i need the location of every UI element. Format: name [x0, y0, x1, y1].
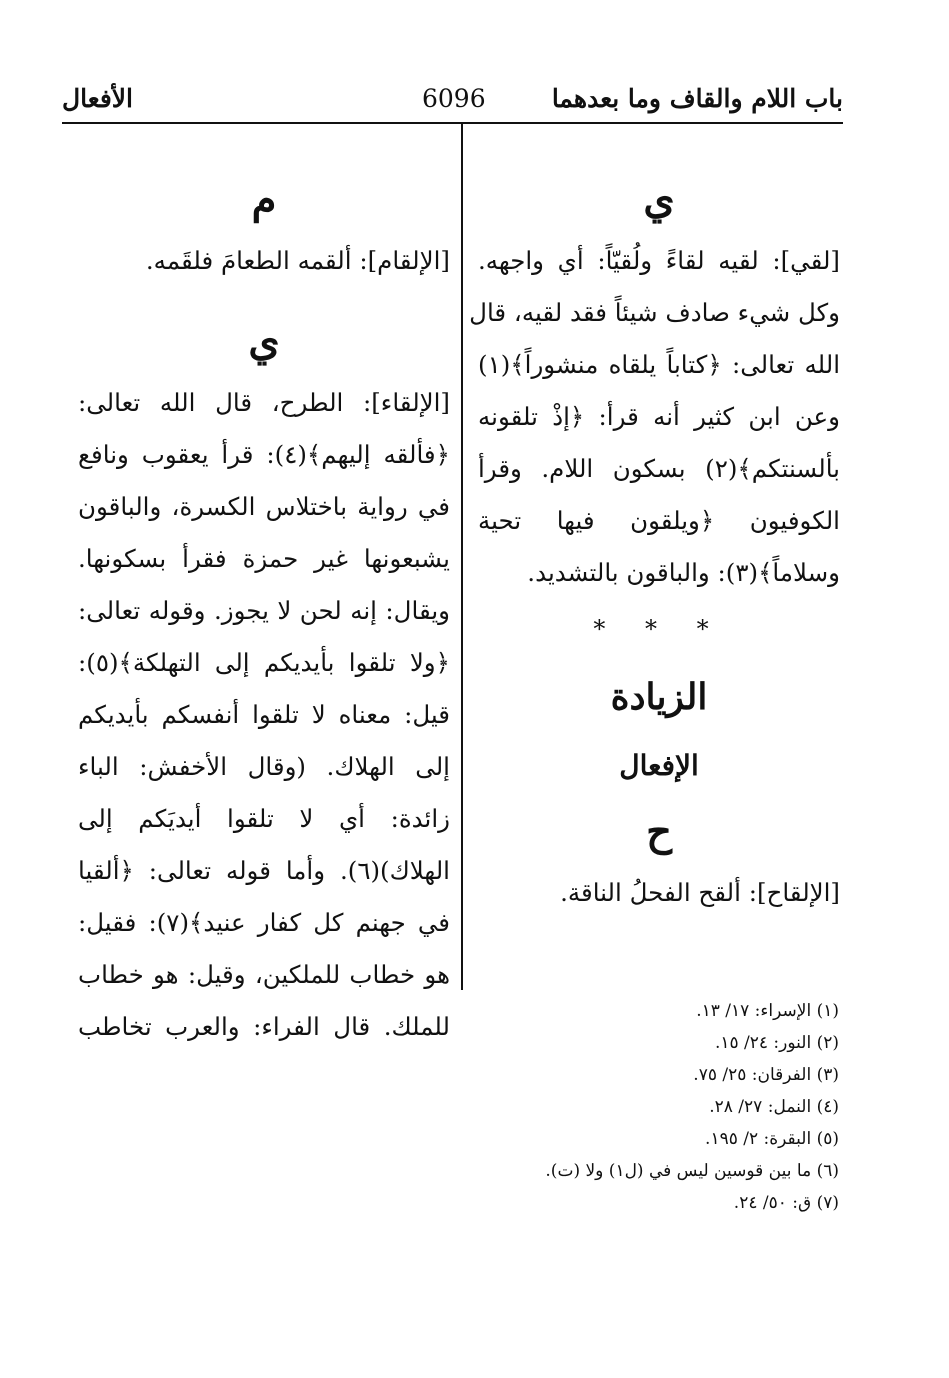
footnote: (٦) ما بين قوسين ليس في (ل١) ولا (ت).: [545, 1161, 839, 1181]
footnote: (٣) الفرقان: ٢٥/ ٧٥.: [693, 1065, 839, 1085]
footnotes: [545, 995, 839, 1219]
page-number: 6096: [422, 84, 486, 113]
text-line: الله تعالى: ﴿كتاباً يلقاه منشوراً﴾(١): [478, 350, 840, 379]
text-line: [الإلقاء]: الطرح، قال الله تعالى:: [78, 388, 450, 417]
text-line: وعن ابن كثير أنه قرأ: ﴿إذْ تلقونه: [478, 402, 840, 431]
chapter-title: باب اللام والقاف وما بعدهما: [551, 84, 843, 113]
section-separator: * * *: [593, 615, 725, 643]
text-line: الهلاك)(٦). وأما قوله تعالى: ﴿ألقيا: [78, 856, 450, 885]
text-line: [الإلقام]: ألقمه الطعامَ فلقَمه.: [145, 246, 450, 275]
text-line: الكوفيون ﴿ويلقون فيها تحية: [478, 506, 840, 535]
letter-heading: ح: [646, 808, 672, 855]
text-line: في جهنم كل كفار عنيد﴾(٧): فقيل:: [78, 908, 450, 937]
footnote: (٧) ق: ٥٠/ ٢٤.: [733, 1193, 839, 1213]
right-column: [469, 165, 840, 919]
letter-heading: ي: [643, 176, 675, 223]
text-line: في رواية باختلاس الكسرة، والباقون: [78, 492, 450, 521]
text-line: ﴿فألقه إليهم﴾(٤): قرأ يعقوب ونافع: [78, 440, 450, 469]
text-line: يشبعونها غير حمزة فقرأ بسكونها.: [78, 544, 450, 573]
text-line: وسلاماً﴾(٣): والباقون بالتشديد.: [527, 558, 840, 587]
text-line: للملك. قال الفراء: والعرب تخاطب: [78, 1012, 450, 1041]
text-line: ويقال: إنه لحن لا يجوز. وقوله تعالى:: [78, 596, 450, 625]
footnote: (٤) النمل: ٢٧/ ٢٨.: [709, 1097, 839, 1117]
text-line: هو خطاب للملكين، وقيل: هو خطاب: [78, 960, 450, 989]
page-header: [62, 84, 843, 124]
section-title: الزيادة: [610, 676, 708, 718]
left-column: [78, 165, 450, 1053]
text-line: قيل: معناه لا تلقوا أنفسكم بأيديكم: [78, 700, 450, 729]
subsection-title: الإفعال: [619, 749, 699, 782]
letter-heading: ي: [248, 318, 280, 365]
text-line: وكل شيء صادف شيئاً فقد لقيه، قال: [469, 298, 840, 327]
section-running-title: الأفعال: [62, 84, 133, 113]
text-line: ﴿ولا تلقوا بأيديكم إلى التهلكة﴾(٥):: [78, 648, 450, 677]
text-line: [الإلقاح]: ألقح الفحلُ الناقة.: [560, 878, 840, 907]
letter-heading: م: [251, 176, 277, 223]
footnote: (٥) البقرة: ٢/ ١٩٥.: [705, 1129, 839, 1149]
column-divider: [461, 124, 463, 990]
footnote: (١) الإسراء: ١٧/ ١٣.: [696, 1001, 839, 1021]
footnote: (٢) النور: ٢٤/ ١٥.: [714, 1033, 839, 1053]
header-rule: [62, 122, 843, 124]
text-line: بألسنتكم﴾(٢) بسكون اللام. وقرأ: [478, 454, 840, 483]
text-line: [لقي]: لقيه لقاءً ولُقيّاً: أي واجهه.: [478, 246, 840, 275]
text-line: إلى الهلاك. (وقال الأخفش: الباء: [78, 752, 450, 781]
text-line: زائدة: أي لا تلقوا أيديَكم إلى: [78, 804, 450, 833]
